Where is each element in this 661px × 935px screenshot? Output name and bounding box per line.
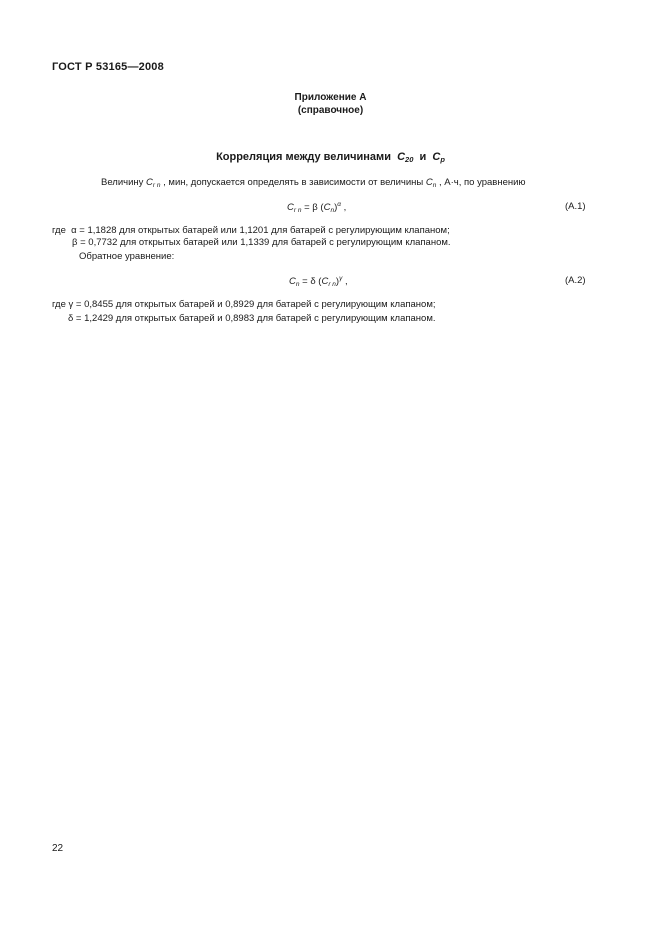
intro-paragraph: Величину $C_{r n}$ , мин, допускается определять в зависимости от величины $C_n$ , А·ч, по уравнению	[101, 177, 526, 189]
where-alpha-line: где α = 1,1828 для открытых батарей или 1,1201 для батарей с регулирующим клапаном;	[52, 225, 450, 236]
title-symbol-c20: $C_{20}$	[397, 151, 414, 164]
delta-line: δ = 1,2429 для открытых батарей и 0,8983 для батарей с регулирующим клапаном.	[68, 313, 436, 324]
title-symbol-cp: $C_р$	[432, 151, 445, 164]
document-header: ГОСТ Р 53165—2008	[52, 61, 164, 73]
appendix-label: Приложение А	[294, 92, 367, 103]
where-gamma-line: где γ = 0,8455 для открытых батарей и 0,8929 для батарей с регулирующим клапаном;	[52, 299, 436, 310]
symbol-c-n: $C_n$	[425, 177, 437, 189]
symbol-c-rn: $C_{r n}$	[146, 177, 161, 189]
equation-a1: $C_{r n} = \beta$ $(C_n)^\alpha$ ,	[287, 201, 347, 214]
title-conjunction: и	[419, 151, 427, 163]
title-prefix: Корреляция между величинами	[216, 151, 391, 163]
inverse-equation-label: Обратное уравнение:	[79, 251, 175, 262]
appendix-type: (справочное)	[297, 105, 364, 116]
equation-a2: $C_n = \delta$ $(C_{r n})^\gamma$ ,	[289, 275, 348, 288]
beta-line: β = 0,7732 для открытых батарей или 1,1339 для батарей с регулирующим клапаном.	[72, 237, 451, 248]
page-number: 22	[52, 843, 64, 854]
equation-a2-number: (А.2)	[565, 275, 586, 286]
equation-a1-number: (А.1)	[565, 201, 586, 212]
section-title	[0, 151, 661, 164]
